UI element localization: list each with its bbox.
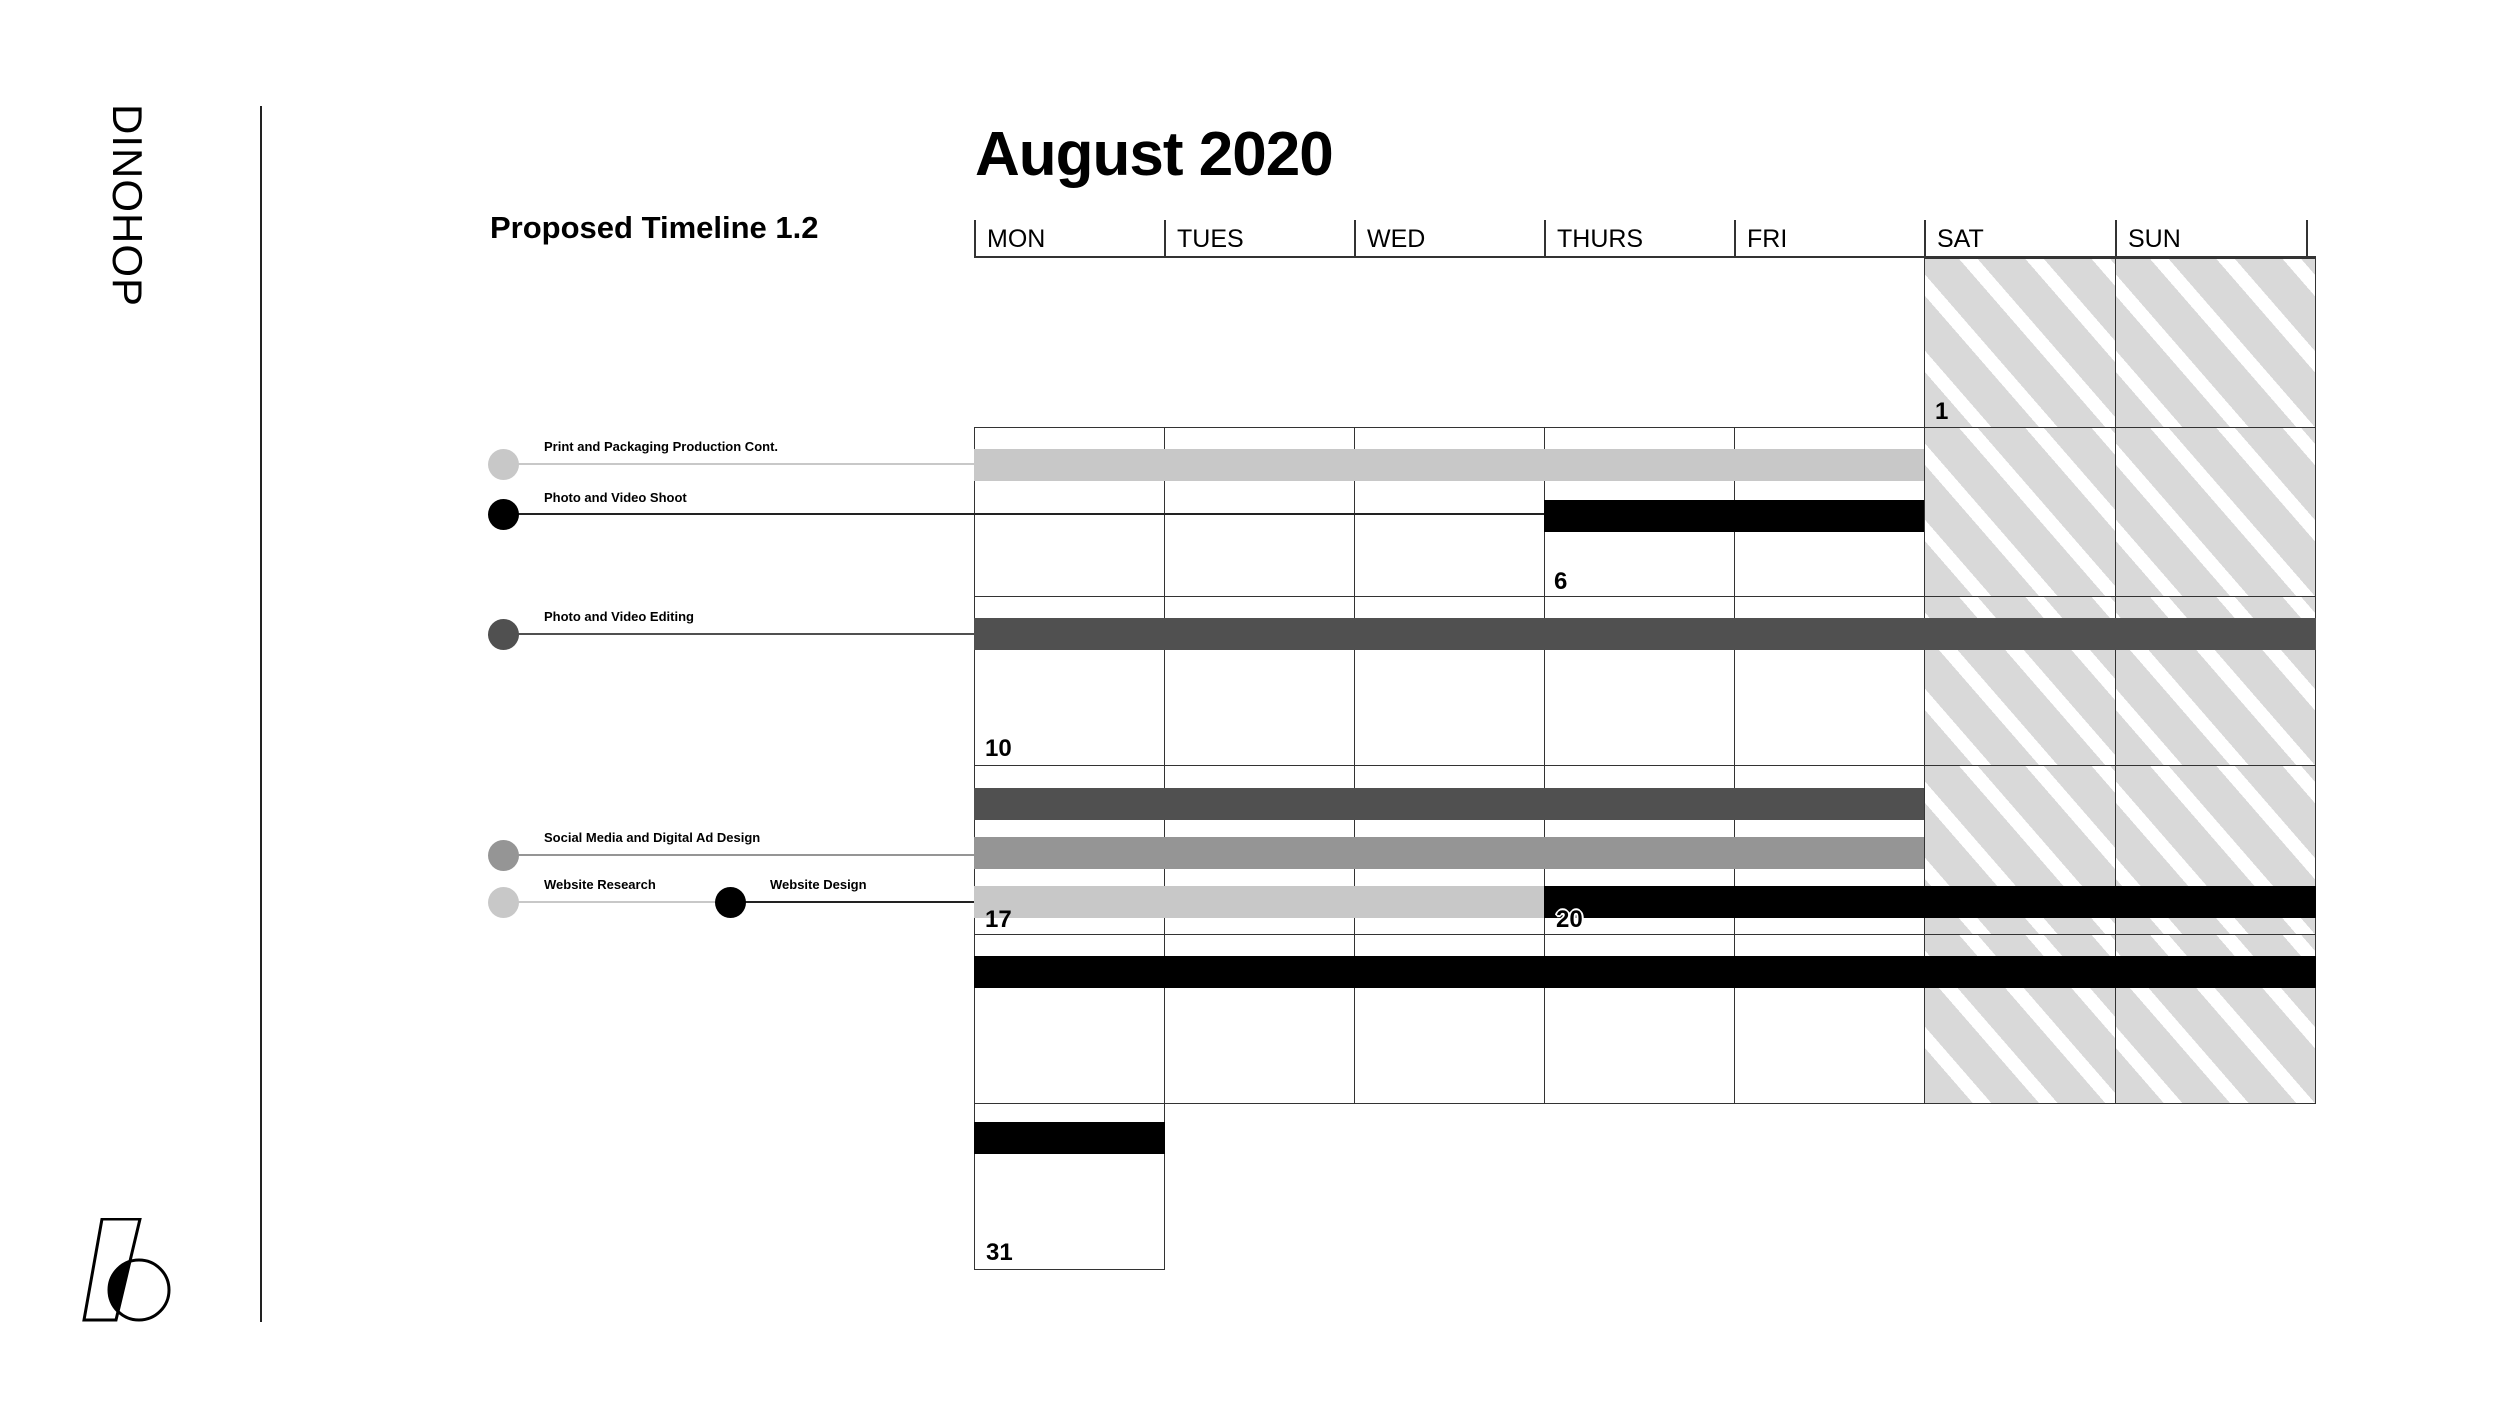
day-header-mon: MON <box>974 220 1164 258</box>
legend-dot-icon <box>488 449 519 480</box>
task-bar-social-media-ad-design <box>974 837 1924 869</box>
legend-label-editing: Photo and Video Editing <box>544 609 694 624</box>
task-bar-website-design <box>1544 886 2316 918</box>
task-bar-website-research <box>974 886 1544 918</box>
dinohop-b-logo-icon <box>82 1218 174 1324</box>
day-header-thu: THURS <box>1544 220 1734 258</box>
day-header-wed: WED <box>1354 220 1544 258</box>
day-number: 1 <box>1935 398 1949 425</box>
calendar-day-cell-aug-9 <box>2115 427 2316 597</box>
task-bar-website-design-cont <box>974 956 2316 988</box>
legend-connector-research <box>503 901 730 903</box>
legend-connector-print <box>503 463 974 465</box>
day-number: 10 <box>985 735 1012 762</box>
legend-dot-icon <box>488 619 519 650</box>
day-number: 20 <box>1556 906 1583 933</box>
task-bar-website-design-end <box>974 1122 1165 1154</box>
legend-dot-icon <box>488 887 519 918</box>
legend-label-shoot: Photo and Video Shoot <box>544 490 687 505</box>
day-number: 31 <box>986 1239 1013 1266</box>
day-header-fri: FRI <box>1734 220 1924 258</box>
day-header-row <box>974 220 2316 258</box>
task-bar-print-packaging <box>974 449 1924 481</box>
legend-dot-icon <box>488 499 519 530</box>
legend-label-website-design: Website Design <box>770 877 867 892</box>
legend-connector-shoot <box>503 513 1544 515</box>
day-header-sun: SUN <box>2115 220 2308 258</box>
calendar-day-cell-aug-8 <box>1924 427 2116 597</box>
calendar-day-cell-aug-2 <box>2115 258 2316 428</box>
legend-dot-icon <box>715 887 746 918</box>
legend-connector-social <box>503 854 974 856</box>
task-bar-photo-video-editing <box>974 618 2316 650</box>
legend-connector-website-design <box>730 901 974 903</box>
sidebar-divider <box>260 106 262 1322</box>
day-number: 17 <box>985 906 1012 933</box>
day-number: 6 <box>1554 568 1568 595</box>
brand-name: DINOHOP <box>104 104 151 308</box>
timeline-subtitle: Proposed Timeline 1.2 <box>490 210 819 245</box>
task-bar-photo-video-shoot <box>1544 500 1924 532</box>
calendar-day-cell-aug-1 <box>1924 258 2116 428</box>
legend-connector-editing <box>503 633 974 635</box>
legend-dot-icon <box>488 840 519 871</box>
day-header-tue: TUES <box>1164 220 1354 258</box>
month-title: August 2020 <box>975 120 1333 189</box>
legend-label-social: Social Media and Digital Ad Design <box>544 830 761 845</box>
task-bar-photo-video-editing-cont <box>974 788 1924 820</box>
legend-label-print: Print and Packaging Production Cont. <box>544 439 779 454</box>
legend-label-research: Website Research <box>544 877 656 892</box>
day-header-sat: SAT <box>1924 220 2115 258</box>
